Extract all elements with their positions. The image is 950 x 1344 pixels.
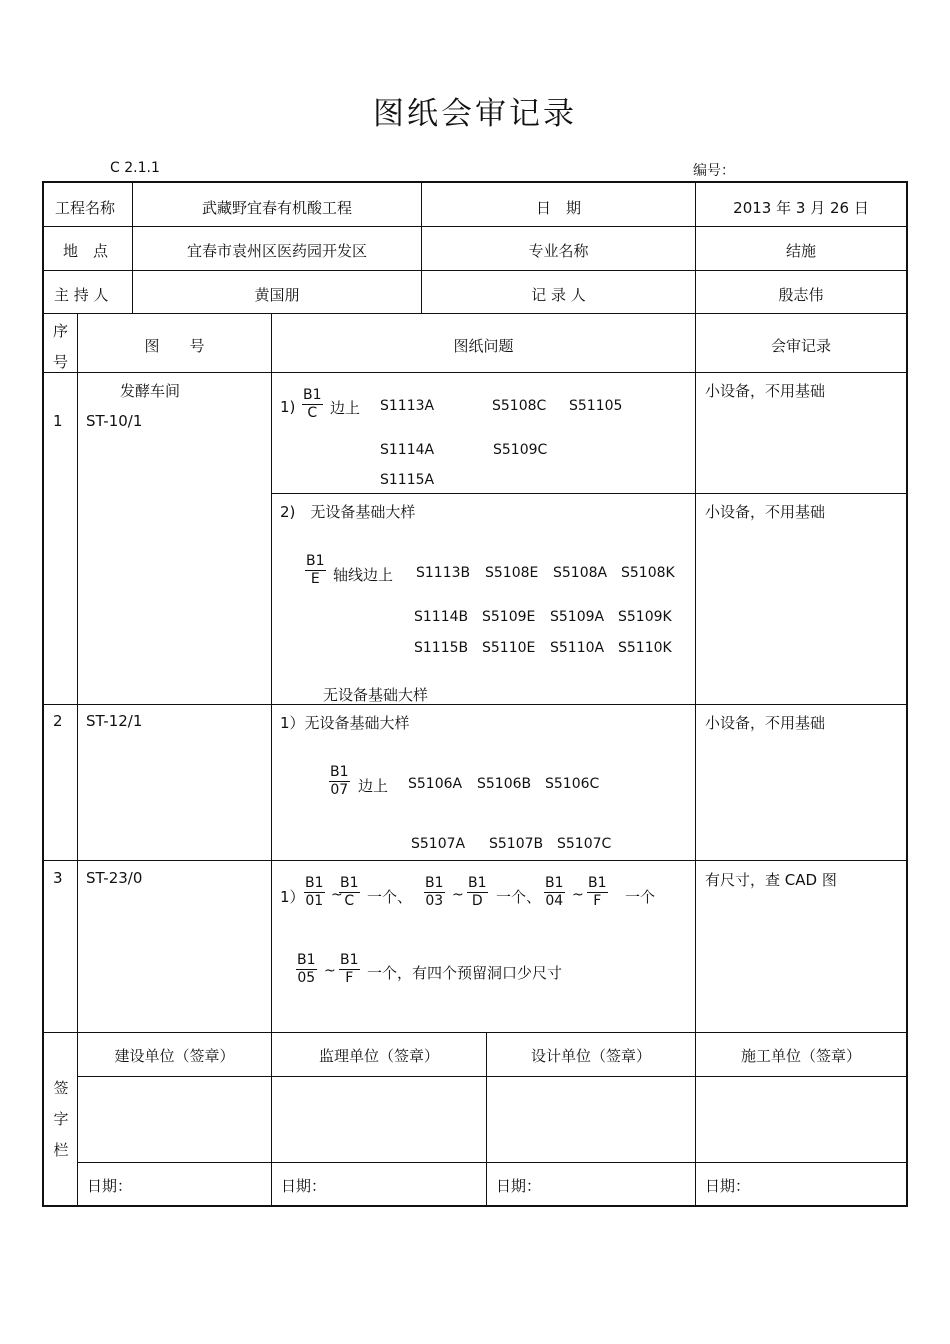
row1-item2-footer: 无设备基础大样 [323,686,429,704]
row1-item1-prefix: 1) [280,398,296,416]
signature-label-3: 栏 [53,1141,69,1159]
equipment-code: S51105 [569,398,623,414]
row3-axis-fraction [424,875,445,910]
fraction-denominator: F [593,893,602,909]
fraction-denominator: F [345,970,354,986]
fraction-denominator: C [344,893,355,909]
equipment-code: S5110E [482,640,536,656]
row2-record: 小设备，不用基础 [705,714,826,732]
equipment-code: S1113A [380,398,435,414]
fraction-numerator: B1 [305,875,324,891]
equipment-code: S1114B [414,609,469,625]
col-divider [77,313,78,1205]
date-label: 日 期 [535,199,581,217]
equipment-code: S5109C [493,442,548,458]
fraction-denominator: 05 [297,970,316,986]
equipment-code: S1115B [414,640,469,656]
row1-item2-text: 轴线边上 [333,566,394,584]
signature-label-1: 签 [53,1079,69,1097]
fraction-numerator: B1 [545,875,564,891]
equipment-code: S5110A [550,640,605,656]
row-divider [42,704,908,705]
row3-count-text: 一个、 [367,888,413,906]
fraction-denominator: 01 [305,893,324,909]
row1-drawing: ST-10/1 [86,412,143,430]
recorder-label: 记 录 人 [531,286,586,304]
row2-axis-fraction [329,764,350,799]
row-divider [42,226,908,227]
owner-unit-header: 建设单位（签章） [114,1047,235,1065]
equipment-code: S5106C [545,776,600,792]
date-value: 2013 年 3 月 26 日 [733,199,869,217]
equipment-code: S1115A [380,472,435,488]
row3-count-text: 一个、 [496,888,542,906]
tilde-separator: ~ [324,963,336,979]
location-label: 地 点 [63,242,109,260]
row3-axis-fraction [339,875,360,910]
record-header: 会审记录 [770,337,831,355]
col-divider [271,313,272,1205]
row1-item1-text: 边上 [330,399,361,417]
equipment-code: S5107C [557,836,612,852]
row2-heading: 1）无设备基础大样 [280,714,410,732]
equipment-code: S5106B [477,776,532,792]
row3-seq: 3 [53,869,63,887]
equipment-code: S5107B [489,836,544,852]
fraction-numerator: B1 [340,875,359,891]
project-name-value: 武藏野宜春有机酸工程 [201,199,352,217]
equipment-code: S5109E [482,609,536,625]
design-signature-box[interactable] [489,1079,693,1160]
row-divider [42,270,908,271]
tilde-separator: ~ [331,887,343,903]
page-title: 图纸会审记录 [373,96,577,132]
seq-header-1: 序 [53,322,69,340]
row3-axis-fraction [587,875,608,910]
recorder-value: 殷志伟 [778,286,824,304]
equipment-code: S5108A [553,565,608,581]
equipment-code: S1113B [416,565,471,581]
row-divider [42,1032,908,1033]
drawing-no-header: 图 号 [144,337,205,355]
equipment-code: S5108C [492,398,547,414]
host-value: 黄国朋 [254,286,300,304]
project-name-label: 工程名称 [55,199,116,217]
fraction-denominator: E [310,571,320,587]
equipment-code: S5109A [550,609,605,625]
row-divider [77,1076,908,1077]
table-border-left [42,181,44,1207]
row-divider [42,860,908,861]
issue-header: 图纸问题 [453,337,514,355]
row3-line2-text: 一个，有四个预留洞口少尺寸 [367,964,563,982]
fraction-denominator: 07 [330,782,349,798]
row1-item2-axis-fraction [305,553,326,588]
col-divider [695,181,696,1032]
row3-axis-fraction [339,952,360,987]
supervisor-date-label: 日期： [281,1177,327,1195]
construction-unit-header: 施工单位（签章） [740,1047,861,1065]
owner-signature-box[interactable] [80,1079,269,1160]
design-unit-header: 设计单位（签章） [530,1047,651,1065]
fraction-numerator: B1 [425,875,444,891]
row1-item2-heading: 2) 无设备基础大样 [280,503,416,521]
tilde-separator: ~ [572,887,584,903]
host-label: 主 持 人 [54,286,109,304]
row1-workshop: 发酵车间 [120,382,181,400]
equipment-code: S5110K [618,640,672,656]
fraction-numerator: B1 [297,952,316,968]
row1-item1-record: 小设备，不用基础 [705,382,826,400]
row1-seq: 1 [53,412,63,430]
specialty-label: 专业名称 [528,242,589,260]
row-divider [42,372,908,373]
construction-signature-box[interactable] [698,1079,904,1160]
row3-axis-fraction [296,952,317,987]
seq-header-2: 号 [53,353,69,371]
fraction-numerator: B1 [330,764,349,780]
fraction-numerator: B1 [588,875,607,891]
row-divider [42,313,908,314]
table-border-right [906,181,908,1207]
tilde-separator: ~ [452,887,464,903]
fraction-numerator: B1 [468,875,487,891]
row2-seq: 2 [53,712,63,730]
row-divider [77,1162,908,1163]
equipment-code: S5106A [408,776,463,792]
row1-item1-axis-fraction [302,387,323,422]
row-divider [271,493,908,494]
row1-item2-record: 小设备，不用基础 [705,503,826,521]
equipment-code: S5108K [621,565,675,581]
table-border-top [42,181,908,183]
row2-text: 边上 [358,777,389,795]
supervisor-signature-box[interactable] [274,1079,484,1160]
signature-label-2: 字 [53,1110,69,1128]
fraction-denominator: D [471,893,483,909]
equipment-code: S5107A [411,836,466,852]
equipment-code: S5109K [618,609,672,625]
row3-drawing: ST-23/0 [86,869,143,887]
row3-count-text: 一个 [625,888,656,906]
table-border-bottom [42,1205,908,1207]
equipment-code: S1114A [380,442,435,458]
row3-axis-fraction [467,875,488,910]
specialty-value: 结施 [785,242,816,260]
row3-axis-fraction [304,875,325,910]
fraction-denominator: 04 [545,893,564,909]
row3-axis-fraction [544,875,565,910]
row3-record: 有尺寸，查 CAD 图 [705,871,837,889]
serial-label: 编号： [693,163,735,179]
location-value: 宜春市袁州区医药园开发区 [186,242,367,260]
fraction-numerator: B1 [340,952,359,968]
fraction-denominator: C [307,405,318,421]
owner-date-label: 日期： [87,1177,133,1195]
equipment-code: S5108E [485,565,539,581]
form-code: C 2.1.1 [110,160,160,176]
construction-date-label: 日期： [705,1177,751,1195]
row3-prefix: 1） [280,888,305,906]
fraction-denominator: 03 [425,893,444,909]
supervisor-unit-header: 监理单位（签章） [318,1047,439,1065]
design-date-label: 日期： [496,1177,542,1195]
fraction-numerator: B1 [306,553,325,569]
row2-drawing: ST-12/1 [86,712,143,730]
fraction-numerator: B1 [303,387,322,403]
